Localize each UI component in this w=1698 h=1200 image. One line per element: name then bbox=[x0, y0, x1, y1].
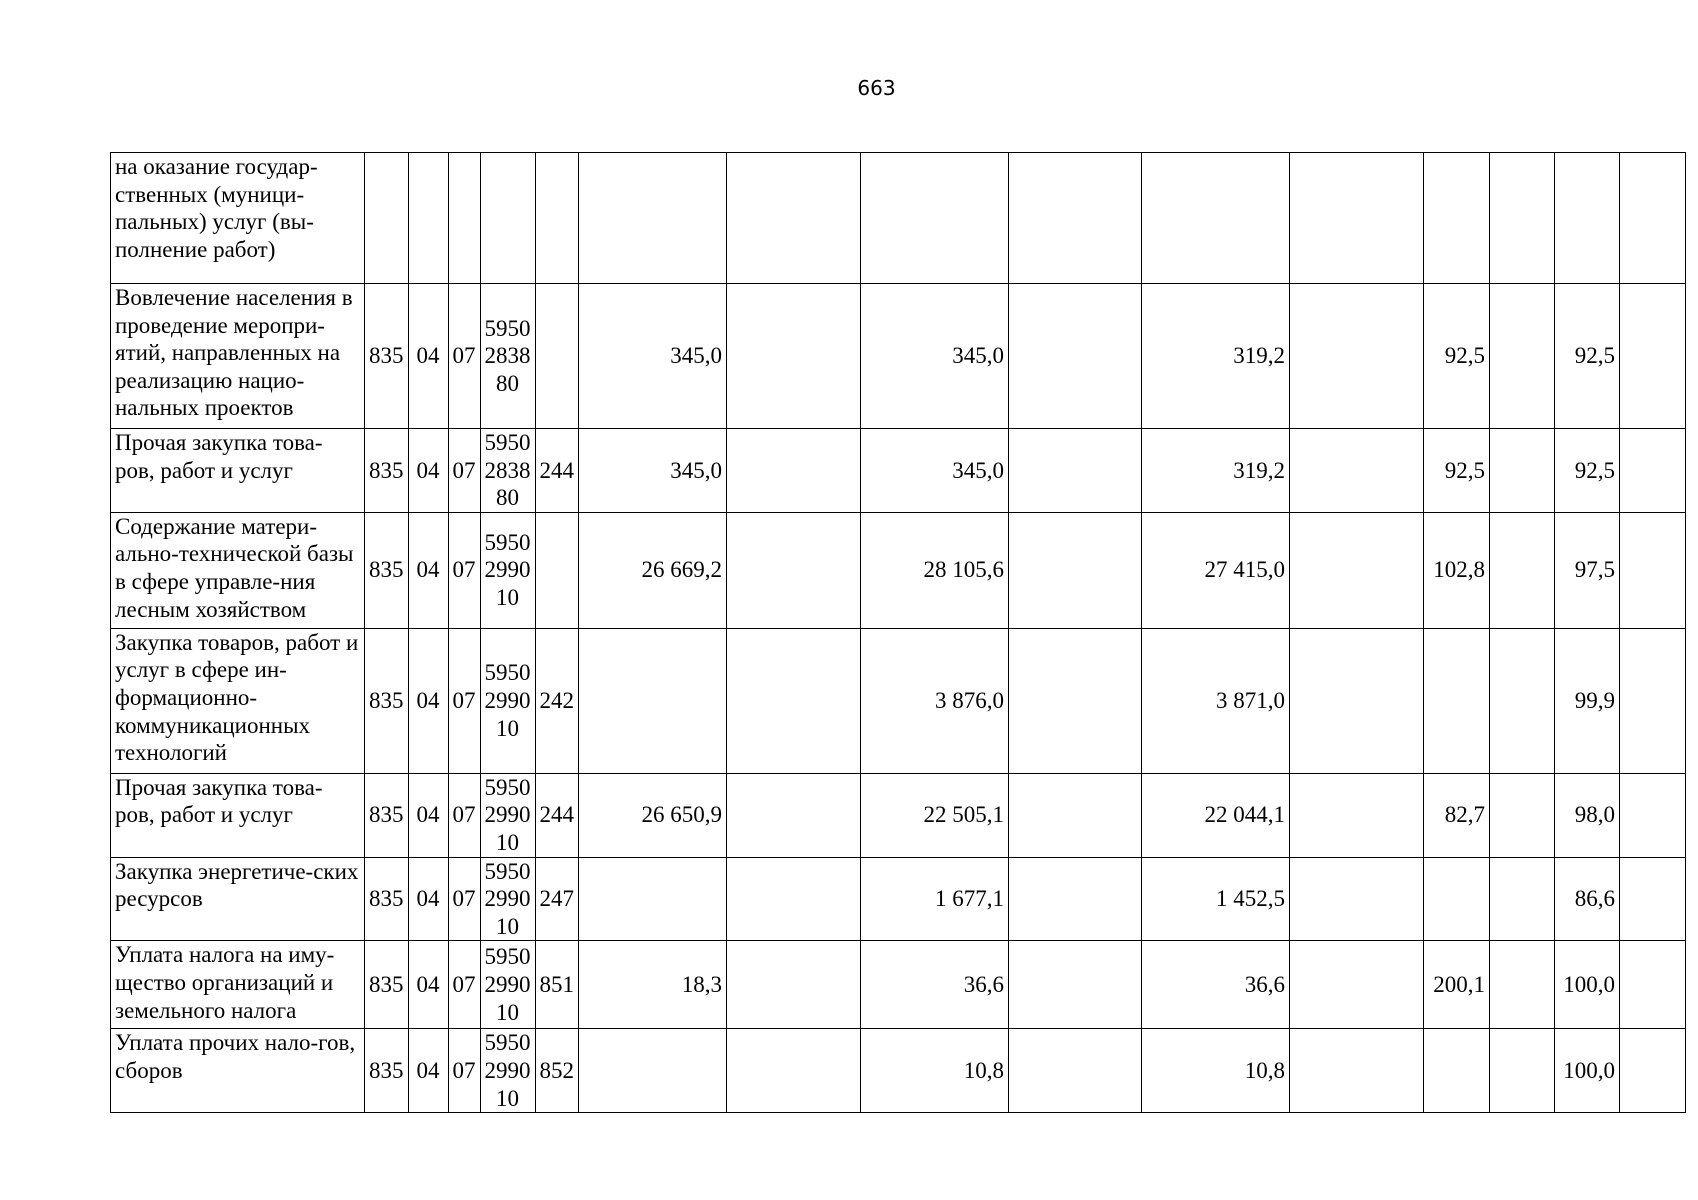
item-name-cell: Содержание матери-ально-технической базы в сфере управле-ния лесным хозяйством bbox=[111, 512, 365, 628]
table-row bbox=[111, 512, 1686, 628]
table-row bbox=[111, 1029, 1686, 1113]
value-col-5-cell: 1 452,5 bbox=[1142, 857, 1290, 941]
target-article-code-part: 5950 bbox=[484, 944, 531, 970]
subsection-code-cell: 07 bbox=[448, 284, 480, 429]
value-col-1-cell bbox=[579, 628, 727, 773]
section-code-cell: 04 bbox=[408, 628, 448, 773]
section-code-cell: 04 bbox=[408, 773, 448, 857]
value-col-8-cell bbox=[1490, 512, 1555, 628]
target-article-code-part: 2838 bbox=[484, 343, 531, 369]
target-article-code-part: 2990 bbox=[484, 687, 531, 713]
target-article-code-cell bbox=[480, 512, 535, 628]
ved-code-cell: 835 bbox=[365, 284, 409, 429]
value-col-8-cell bbox=[1490, 857, 1555, 941]
ved-code-cell: 835 bbox=[365, 857, 409, 941]
subsection-code-cell: 07 bbox=[448, 941, 480, 1029]
value-col-9-cell bbox=[1555, 153, 1620, 284]
item-name-cell: Вовлечение населения в проведение меропри-ятий, направленных на реализацию нацио-нальных проектов bbox=[111, 284, 365, 429]
value-col-4-cell bbox=[1009, 773, 1142, 857]
value-col-10-cell bbox=[1620, 153, 1686, 284]
ved-code-cell: 835 bbox=[365, 941, 409, 1029]
section-code-cell: 04 bbox=[408, 512, 448, 628]
target-article-code-part: 10 bbox=[496, 1085, 519, 1111]
expense-type-code-cell: 851 bbox=[535, 941, 579, 1029]
value-col-8-cell bbox=[1490, 153, 1555, 284]
value-col-1-cell: 345,0 bbox=[579, 429, 727, 513]
item-name-cell: Закупка энергетиче-ских ресурсов bbox=[111, 857, 365, 941]
target-article-code-part: 2838 bbox=[484, 457, 531, 483]
subsection-code-cell: 07 bbox=[448, 1029, 480, 1113]
target-article-code-part: 5950 bbox=[484, 774, 531, 800]
value-col-7-cell bbox=[1424, 857, 1490, 941]
value-col-8-cell bbox=[1490, 628, 1555, 773]
expense-type-code-cell: 247 bbox=[535, 857, 579, 941]
subsection-code-cell: 07 bbox=[448, 773, 480, 857]
item-name-cell: Уплата прочих нало-гов, сборов bbox=[111, 1029, 365, 1113]
section-code-cell: 04 bbox=[408, 857, 448, 941]
target-article-code-cell bbox=[480, 857, 535, 941]
ved-code-cell: 835 bbox=[365, 773, 409, 857]
target-article-code-part: 5950 bbox=[484, 315, 531, 341]
value-col-7-cell bbox=[1424, 1029, 1490, 1113]
value-col-1-cell: 345,0 bbox=[579, 284, 727, 429]
value-col-9-cell: 100,0 bbox=[1555, 941, 1620, 1029]
table-row bbox=[111, 153, 1686, 284]
value-col-6-cell bbox=[1290, 857, 1424, 941]
value-col-6-cell bbox=[1290, 941, 1424, 1029]
target-article-code-cell bbox=[480, 1029, 535, 1113]
value-col-2-cell bbox=[727, 628, 861, 773]
value-col-5-cell: 319,2 bbox=[1142, 429, 1290, 513]
value-col-9-cell: 99,9 bbox=[1555, 628, 1620, 773]
value-col-4-cell bbox=[1009, 857, 1142, 941]
value-col-7-cell bbox=[1424, 153, 1490, 284]
value-col-4-cell bbox=[1009, 429, 1142, 513]
value-col-6-cell bbox=[1290, 429, 1424, 513]
value-col-8-cell bbox=[1490, 284, 1555, 429]
target-article-code-cell bbox=[480, 429, 535, 513]
value-col-9-cell: 86,6 bbox=[1555, 857, 1620, 941]
value-col-6-cell bbox=[1290, 1029, 1424, 1113]
target-article-code-part: 2990 bbox=[484, 557, 531, 583]
value-col-2-cell bbox=[727, 857, 861, 941]
value-col-6-cell bbox=[1290, 153, 1424, 284]
table-row bbox=[111, 857, 1686, 941]
value-col-9-cell: 98,0 bbox=[1555, 773, 1620, 857]
value-col-8-cell bbox=[1490, 773, 1555, 857]
value-col-2-cell bbox=[727, 773, 861, 857]
ved-code-cell: 835 bbox=[365, 512, 409, 628]
target-article-code-part: 5950 bbox=[484, 858, 531, 884]
value-col-3-cell: 28 105,6 bbox=[861, 512, 1009, 628]
expense-type-code-cell: 852 bbox=[535, 1029, 579, 1113]
value-col-4-cell bbox=[1009, 941, 1142, 1029]
subsection-code-cell: 07 bbox=[448, 628, 480, 773]
value-col-3-cell: 22 505,1 bbox=[861, 773, 1009, 857]
value-col-5-cell: 319,2 bbox=[1142, 284, 1290, 429]
value-col-3-cell: 10,8 bbox=[861, 1029, 1009, 1113]
value-col-3-cell: 3 876,0 bbox=[861, 628, 1009, 773]
subsection-code-cell: 07 bbox=[448, 857, 480, 941]
target-article-code-part: 2990 bbox=[484, 972, 531, 998]
value-col-2-cell bbox=[727, 153, 861, 284]
target-article-code-cell bbox=[480, 284, 535, 429]
value-col-8-cell bbox=[1490, 429, 1555, 513]
expense-type-code-cell: 244 bbox=[535, 429, 579, 513]
value-col-1-cell: 26 650,9 bbox=[579, 773, 727, 857]
value-col-3-cell: 345,0 bbox=[861, 284, 1009, 429]
value-col-2-cell bbox=[727, 429, 861, 513]
value-col-1-cell bbox=[579, 857, 727, 941]
table-row bbox=[111, 773, 1686, 857]
section-code-cell bbox=[408, 153, 448, 284]
value-col-10-cell bbox=[1620, 773, 1686, 857]
expense-type-code-cell bbox=[535, 512, 579, 628]
value-col-8-cell bbox=[1490, 1029, 1555, 1113]
budget-table bbox=[110, 152, 1686, 1113]
value-col-4-cell bbox=[1009, 628, 1142, 773]
value-col-2-cell bbox=[727, 284, 861, 429]
target-article-code-cell bbox=[480, 773, 535, 857]
item-name-cell: на оказание государ-ственных (муници-пальных) услуг (вы-полнение работ) bbox=[111, 153, 365, 284]
value-col-6-cell bbox=[1290, 773, 1424, 857]
value-col-1-cell bbox=[579, 153, 727, 284]
target-article-code-part: 80 bbox=[496, 485, 519, 511]
value-col-7-cell: 92,5 bbox=[1424, 284, 1490, 429]
value-col-7-cell: 200,1 bbox=[1424, 941, 1490, 1029]
value-col-1-cell: 18,3 bbox=[579, 941, 727, 1029]
target-article-code-part: 10 bbox=[496, 585, 519, 611]
value-col-9-cell: 92,5 bbox=[1555, 429, 1620, 513]
target-article-code-part: 5950 bbox=[484, 529, 531, 555]
item-name-cell: Прочая закупка това-ров, работ и услуг bbox=[111, 773, 365, 857]
item-name-cell: Уплата налога на иму-щество организаций и земельного налога bbox=[111, 941, 365, 1029]
value-col-5-cell: 3 871,0 bbox=[1142, 628, 1290, 773]
target-article-code-part: 5950 bbox=[484, 660, 531, 686]
expense-type-code-cell bbox=[535, 153, 579, 284]
target-article-code-cell bbox=[480, 153, 535, 284]
value-col-10-cell bbox=[1620, 857, 1686, 941]
value-col-9-cell: 100,0 bbox=[1555, 1029, 1620, 1113]
expense-type-code-cell bbox=[535, 284, 579, 429]
value-col-9-cell: 92,5 bbox=[1555, 284, 1620, 429]
value-col-6-cell bbox=[1290, 284, 1424, 429]
section-code-cell: 04 bbox=[408, 429, 448, 513]
subsection-code-cell: 07 bbox=[448, 429, 480, 513]
value-col-5-cell bbox=[1142, 153, 1290, 284]
expense-type-code-cell: 242 bbox=[535, 628, 579, 773]
expense-type-code-cell: 244 bbox=[535, 773, 579, 857]
value-col-10-cell bbox=[1620, 941, 1686, 1029]
ved-code-cell: 835 bbox=[365, 628, 409, 773]
target-article-code-cell bbox=[480, 628, 535, 773]
value-col-7-cell bbox=[1424, 628, 1490, 773]
ved-code-cell bbox=[365, 153, 409, 284]
value-col-8-cell bbox=[1490, 941, 1555, 1029]
target-article-code-part: 80 bbox=[496, 370, 519, 396]
value-col-2-cell bbox=[727, 941, 861, 1029]
subsection-code-cell bbox=[448, 153, 480, 284]
target-article-code-part: 2990 bbox=[484, 1057, 531, 1083]
table-row bbox=[111, 941, 1686, 1029]
value-col-2-cell bbox=[727, 1029, 861, 1113]
value-col-5-cell: 10,8 bbox=[1142, 1029, 1290, 1113]
table-row bbox=[111, 429, 1686, 513]
ved-code-cell: 835 bbox=[365, 429, 409, 513]
value-col-6-cell bbox=[1290, 512, 1424, 628]
value-col-3-cell: 345,0 bbox=[861, 429, 1009, 513]
value-col-9-cell: 97,5 bbox=[1555, 512, 1620, 628]
value-col-3-cell: 36,6 bbox=[861, 941, 1009, 1029]
target-article-code-part: 10 bbox=[496, 715, 519, 741]
target-article-code-cell bbox=[480, 941, 535, 1029]
value-col-1-cell bbox=[579, 1029, 727, 1113]
value-col-10-cell bbox=[1620, 284, 1686, 429]
target-article-code-part: 10 bbox=[496, 999, 519, 1025]
ved-code-cell: 835 bbox=[365, 1029, 409, 1113]
value-col-4-cell bbox=[1009, 284, 1142, 429]
value-col-10-cell bbox=[1620, 628, 1686, 773]
item-name-cell: Закупка товаров, работ и услуг в сфере ин-формационно-коммуникационных технологий bbox=[111, 628, 365, 773]
table-row bbox=[111, 284, 1686, 429]
value-col-3-cell bbox=[861, 153, 1009, 284]
value-col-7-cell: 82,7 bbox=[1424, 773, 1490, 857]
page-number: 663 bbox=[857, 76, 896, 100]
item-name-cell: Прочая закупка това-ров, работ и услуг bbox=[111, 429, 365, 513]
value-col-5-cell: 22 044,1 bbox=[1142, 773, 1290, 857]
value-col-7-cell: 102,8 bbox=[1424, 512, 1490, 628]
value-col-5-cell: 27 415,0 bbox=[1142, 512, 1290, 628]
value-col-3-cell: 1 677,1 bbox=[861, 857, 1009, 941]
target-article-code-part: 2990 bbox=[484, 802, 531, 828]
subsection-code-cell: 07 bbox=[448, 512, 480, 628]
value-col-1-cell: 26 669,2 bbox=[579, 512, 727, 628]
target-article-code-part: 5950 bbox=[484, 430, 531, 455]
table-row bbox=[111, 628, 1686, 773]
target-article-code-part: 10 bbox=[496, 913, 519, 939]
target-article-code-part: 10 bbox=[496, 829, 519, 855]
value-col-10-cell bbox=[1620, 429, 1686, 513]
value-col-5-cell: 36,6 bbox=[1142, 941, 1290, 1029]
value-col-2-cell bbox=[727, 512, 861, 628]
value-col-6-cell bbox=[1290, 628, 1424, 773]
value-col-7-cell: 92,5 bbox=[1424, 429, 1490, 513]
value-col-4-cell bbox=[1009, 1029, 1142, 1113]
section-code-cell: 04 bbox=[408, 941, 448, 1029]
target-article-code-part: 5950 bbox=[484, 1030, 531, 1056]
target-article-code-part: 2990 bbox=[484, 886, 531, 912]
section-code-cell: 04 bbox=[408, 284, 448, 429]
value-col-4-cell bbox=[1009, 153, 1142, 284]
value-col-10-cell bbox=[1620, 512, 1686, 628]
value-col-4-cell bbox=[1009, 512, 1142, 628]
section-code-cell: 04 bbox=[408, 1029, 448, 1113]
value-col-10-cell bbox=[1620, 1029, 1686, 1113]
